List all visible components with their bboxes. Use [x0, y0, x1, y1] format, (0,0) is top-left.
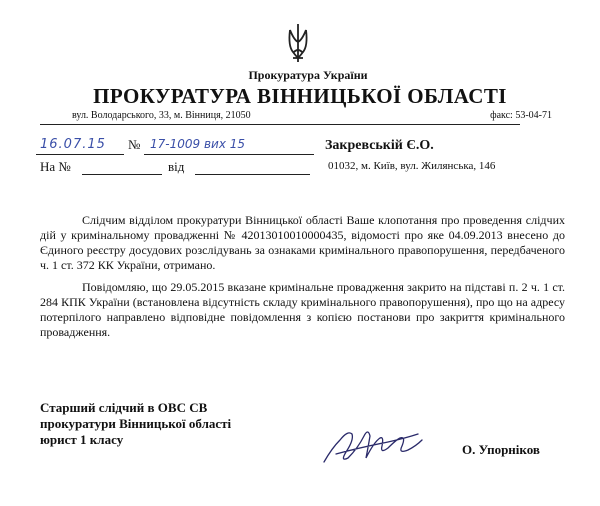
signer-title-line-3: юрист 1 класу — [40, 432, 124, 447]
tryzub-emblem-icon — [285, 22, 311, 64]
org-address: вул. Володарського, 33, м. Вінниця, 21050 — [72, 110, 251, 121]
recipient-address: 01032, м. Київ, вул. Жилянська, 146 — [328, 160, 496, 172]
incoming-date-label: від — [168, 159, 185, 174]
incoming-date-line — [195, 174, 310, 175]
incoming-number-label: На № — [40, 159, 71, 174]
signer-position — [40, 400, 231, 448]
signer-name: О. Упорніков — [462, 442, 540, 457]
org-parent-title: Прокуратура України — [248, 68, 368, 82]
body-paragraph-2: Повідомляю, що 29.05.2015 вказане кримінальне провадження закрито на підставі п. 2 ч. 1 ст. 284 КПК України (встановлена відсутність складу кримінального правопорушення), про що на адресу потерпілого направлено відповідне повідомлення з копією постанови про закриття кримінального провадження. — [40, 280, 565, 339]
handwritten-signature — [318, 418, 428, 470]
outgoing-date: 16.07.15 — [40, 137, 106, 152]
body-paragraph-1: Слідчим відділом прокуратури Вінницької області Ваше клопотання про проведення слідчих дій у кримінальному провадженні № 42013010010000435, відомості про яке 04.09.2013 внесено до Єдиного реєстру досудових розслідувань за ознаками кримінального правопорушення, передбаченого ч. 1 ст. 372 КК України, отримано. — [40, 213, 565, 272]
outgoing-number: 17-1009 вих 15 — [150, 137, 246, 151]
letter-body — [40, 213, 565, 340]
address-line — [40, 110, 552, 125]
recipient-name: Закревській Є.О. — [325, 138, 434, 153]
number-label: № — [128, 137, 141, 152]
number-underline — [144, 154, 314, 155]
date-underline — [36, 154, 124, 155]
signer-title-line-1: Старший слідчий в ОВС СВ — [40, 400, 208, 415]
org-fax: факс: 53-04-71 — [490, 110, 552, 121]
org-title: ПРОКУРАТУРА ВІННИЦЬКОЇ ОБЛАСТІ — [93, 84, 507, 108]
signer-title-line-2: прокуратури Вінницької області — [40, 416, 232, 431]
incoming-number-line — [82, 174, 162, 175]
